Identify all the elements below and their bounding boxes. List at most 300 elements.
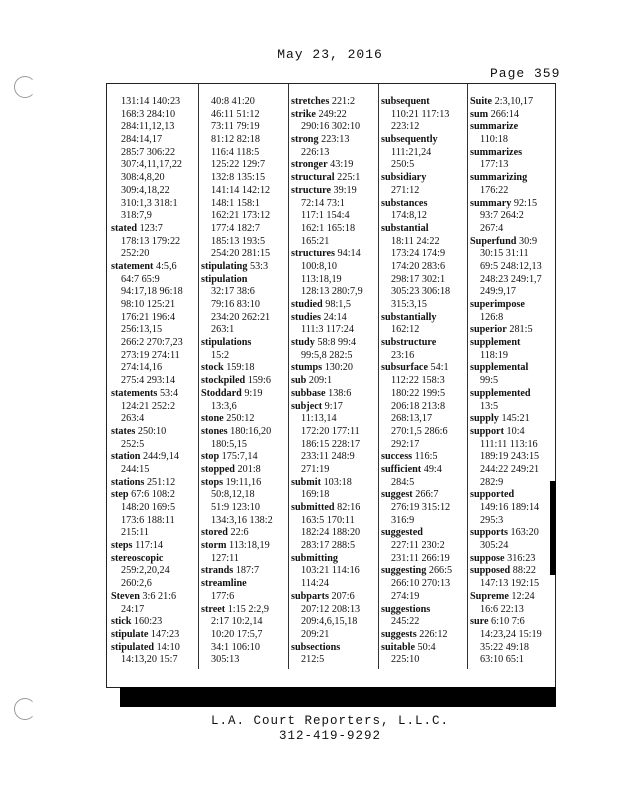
index-continuation: 244:15	[121, 463, 150, 475]
index-term: subsurface	[381, 362, 428, 374]
index-term: sure	[470, 616, 489, 628]
index-column-3	[291, 96, 379, 667]
index-entry	[470, 236, 558, 249]
index-entry	[470, 413, 558, 426]
index-refs: 145:21	[501, 413, 530, 425]
index-continuation: 147:13 192:15	[480, 578, 540, 590]
index-refs: 4:5,6	[155, 260, 177, 272]
index-term: stipulations	[201, 337, 252, 349]
index-continuation: 231:11 266:19	[391, 552, 450, 564]
index-continuation: 271:12	[391, 184, 420, 196]
index-refs: 49:4	[423, 463, 442, 475]
index-term: stones	[201, 425, 228, 437]
index-term: statement	[111, 260, 154, 272]
index-continuation: 79:16 83:10	[211, 299, 260, 310]
index-continuation: 185:13 193:5	[211, 235, 266, 247]
index-term: stored	[201, 527, 228, 539]
index-refs: 3:6 21:6	[142, 590, 177, 602]
index-refs: 266:14	[490, 108, 519, 120]
index-term: suggests	[381, 628, 417, 640]
index-entry	[291, 591, 379, 604]
index-continuation: 23:16	[391, 349, 415, 361]
index-entry	[291, 159, 379, 172]
index-entry	[111, 426, 199, 439]
index-entry	[470, 121, 558, 134]
index-continuation: 99:5,8 282:5	[301, 349, 353, 361]
index-continuation: 250:5	[391, 159, 415, 171]
index-continuation: 274:19	[391, 590, 420, 602]
index-continuation: 116:4 118:5	[211, 146, 260, 158]
index-refs: 82:16	[337, 502, 361, 513]
index-continuation: 209:4,6,15,18	[301, 616, 358, 628]
index-continuation: 226:13	[301, 146, 330, 158]
index-refs: 53:4	[159, 387, 179, 399]
index-term: stretches	[291, 96, 330, 107]
index-entry	[381, 451, 469, 464]
index-continuation: 174:8,12	[391, 210, 427, 222]
index-term: subject	[291, 400, 323, 412]
index-continuation: 13:3,6	[211, 400, 237, 412]
index-refs: 12:24	[511, 590, 535, 602]
index-continuation: 254:20 281:15	[211, 248, 271, 260]
index-entry	[201, 261, 289, 274]
index-refs: 316:23	[507, 552, 536, 564]
index-term: supported	[470, 489, 515, 501]
index-refs: 53:3	[249, 260, 269, 272]
index-continuation: 174:20 283:6	[391, 260, 446, 272]
index-continuation: 32:17 38:6	[211, 286, 255, 298]
index-entry	[201, 274, 289, 287]
index-continuation: 307:4,11,17,22	[121, 159, 183, 171]
index-refs: 209:1	[308, 375, 333, 387]
index-term: stone	[201, 413, 224, 425]
index-refs: 19:11,16	[225, 476, 262, 488]
index-term: supposed	[470, 565, 511, 577]
index-continuation: 169:18	[301, 489, 330, 501]
index-refs: 116:5	[414, 451, 438, 463]
index-entry	[470, 489, 558, 502]
index-refs: 9:19	[244, 387, 263, 399]
index-continuation: 148:20 169:5	[121, 502, 176, 513]
index-term: suggest	[381, 489, 413, 501]
index-refs: 43:19	[330, 159, 354, 171]
index-continuation: 180:5,15	[211, 438, 247, 450]
index-term: studies	[291, 311, 322, 323]
index-entry	[291, 185, 379, 198]
index-continuation: 225:10	[391, 654, 420, 666]
index-continuation: 18:11 24:22	[391, 235, 440, 247]
index-entry	[201, 527, 289, 540]
index-continuation: 244:22 249:21	[480, 463, 540, 475]
index-continuation: 310:1,3 318:1	[121, 197, 178, 209]
index-entry	[381, 527, 469, 540]
index-refs: 98:1,5	[325, 299, 352, 310]
index-refs: 113:18,19	[229, 540, 270, 552]
index-refs: 160:23	[133, 616, 163, 628]
index-term: studied	[291, 299, 323, 310]
index-continuation: 99:5	[480, 375, 499, 387]
index-continuation: 298:17 302:1	[391, 273, 446, 285]
index-term: streamline	[201, 578, 247, 590]
index-continuation: 285:7 306:22	[121, 146, 176, 158]
index-continuation: 111:3 117:24	[301, 324, 354, 336]
index-refs: 22:6	[230, 527, 249, 539]
index-entry	[201, 604, 289, 617]
index-term: stockpiled	[201, 375, 246, 387]
index-entry	[291, 477, 379, 490]
index-continuation: 177:13	[480, 159, 509, 171]
index-term: substructure	[381, 337, 437, 349]
index-entry	[111, 629, 199, 642]
index-term: sub	[291, 375, 307, 387]
index-continuation: 305:24	[480, 540, 509, 552]
index-term: stock	[201, 362, 224, 374]
index-refs: 249:22	[318, 108, 347, 120]
index-term: study	[291, 337, 315, 349]
index-entry	[470, 337, 558, 350]
index-continuation: 189:19 243:15	[480, 451, 540, 463]
index-term: substances	[381, 197, 428, 209]
index-continuation: 215:11	[121, 527, 149, 539]
index-entry	[291, 96, 379, 109]
index-continuation: 274:14,16	[121, 362, 163, 374]
index-term: structures	[291, 248, 335, 260]
index-term: Supreme	[470, 590, 509, 602]
index-term: subsidiary	[381, 172, 427, 184]
index-refs: 226:12	[419, 628, 448, 640]
index-entry	[291, 312, 379, 325]
index-continuation: 177:4 182:7	[211, 222, 260, 234]
index-continuation: 10:20 17:5,7	[211, 628, 263, 640]
index-entry	[381, 464, 469, 477]
index-continuation: 292:17	[391, 438, 420, 450]
index-continuation: 51:9 123:10	[211, 502, 260, 513]
index-continuation: 118:19	[480, 349, 508, 361]
index-continuation: 290:16 302:10	[301, 121, 361, 133]
reporter-company: L.A. Court Reporters, L.L.C.	[210, 714, 450, 728]
index-term: suggestions	[381, 603, 431, 615]
index-continuation: 111:11 113:16	[480, 438, 538, 450]
index-entry	[470, 616, 558, 629]
index-entry	[201, 413, 289, 426]
index-term: states	[111, 425, 136, 437]
index-term: supply	[470, 413, 499, 425]
index-continuation: 113:18,19	[301, 273, 342, 285]
index-continuation: 13:5	[480, 400, 499, 412]
index-term: Stoddard	[201, 387, 242, 399]
index-entry	[381, 134, 469, 147]
index-term: supplemented	[470, 387, 531, 399]
index-term: subparts	[291, 590, 329, 602]
index-term: statements	[111, 387, 158, 399]
index-refs: 123:7	[139, 222, 163, 234]
index-term: suppose	[470, 552, 505, 564]
index-continuation: 24:17	[121, 603, 145, 615]
index-continuation: 162:12	[391, 324, 420, 336]
index-entry	[470, 172, 558, 185]
index-entry	[381, 604, 469, 617]
index-continuation: 176:21 196:4	[121, 311, 176, 323]
index-entry	[381, 629, 469, 642]
index-entry	[111, 477, 199, 490]
index-column-2	[201, 96, 289, 667]
index-entry	[291, 502, 379, 515]
index-refs: 221:2	[331, 96, 356, 107]
index-continuation: 178:13 179:22	[121, 235, 181, 247]
index-term: stipulation	[201, 273, 248, 285]
index-refs: 10:4	[506, 425, 525, 437]
index-entry	[381, 362, 469, 375]
index-continuation: 15:2	[211, 349, 230, 361]
index-continuation: 172:20 177:11	[301, 425, 360, 437]
index-continuation: 234:20 262:21	[211, 311, 271, 323]
index-entry	[111, 223, 199, 236]
index-continuation: 177:6	[211, 590, 235, 602]
index-refs: 250:12	[226, 413, 255, 425]
index-term: supplement	[470, 337, 521, 349]
index-term: structure	[291, 184, 331, 196]
index-continuation: 14:23,24 15:19	[480, 628, 542, 640]
index-entry	[291, 388, 379, 401]
index-term: suitable	[381, 641, 415, 653]
index-continuation: 263:4	[121, 413, 145, 425]
index-refs: 251:12	[146, 476, 176, 488]
index-continuation: 270:1,5 286:6	[391, 425, 448, 437]
index-refs: 130:20	[324, 362, 353, 374]
index-continuation: 63:10 65:1	[480, 654, 524, 666]
index-continuation: 245:22	[391, 616, 420, 628]
index-continuation: 163:5 170:11	[301, 514, 355, 526]
index-refs: 6:10 7:6	[491, 616, 525, 628]
index-continuation: 318:7,9	[121, 210, 152, 222]
index-entry	[470, 527, 558, 540]
index-term: stop	[201, 451, 220, 463]
index-refs: 223:13	[321, 134, 350, 146]
index-refs: 1:15 2:2,9	[227, 603, 270, 615]
index-continuation: 73:11 79:19	[211, 121, 260, 133]
index-continuation: 283:17 288:5	[301, 540, 356, 552]
index-refs: 225:1	[337, 172, 361, 184]
index-refs: 2:3,10,17	[494, 96, 534, 107]
index-continuation: 114:24	[301, 578, 329, 590]
index-column-4	[381, 96, 469, 667]
reporter-phone: 312-419-9292	[278, 729, 381, 743]
index-continuation: 284:5	[391, 476, 415, 488]
index-term: submitted	[291, 502, 335, 513]
index-continuation: 64:7 65:9	[121, 273, 160, 285]
index-entry	[381, 223, 469, 236]
index-term: storm	[201, 540, 227, 552]
index-continuation: 305:13	[211, 654, 240, 666]
index-term: suggested	[381, 527, 423, 539]
index-entry	[201, 540, 289, 553]
index-continuation: 260:2,6	[121, 578, 152, 590]
index-entry	[111, 451, 199, 464]
index-refs: 207:6	[331, 590, 355, 602]
redaction-bar	[120, 687, 556, 707]
index-continuation: 81:12 82:18	[211, 134, 260, 146]
index-continuation: 249:9,17	[480, 286, 516, 298]
index-term: stipulate	[111, 628, 149, 640]
index-continuation: 11:13,14	[301, 413, 337, 425]
index-continuation: 93:7 264:2	[480, 210, 524, 222]
index-continuation: 125:22 129:7	[211, 159, 266, 171]
index-entry	[291, 134, 379, 147]
index-term: submit	[291, 476, 322, 488]
index-term: summarizing	[470, 172, 528, 184]
index-entry	[111, 489, 199, 502]
index-continuation: 227:11 230:2	[391, 540, 445, 552]
index-refs: 39:19	[333, 184, 357, 196]
index-term: structural	[291, 172, 335, 184]
index-entry	[201, 477, 289, 490]
index-refs: 50:4	[417, 641, 436, 653]
index-term: summary	[470, 197, 512, 209]
index-entry	[111, 261, 199, 274]
index-continuation: 256:13,15	[121, 324, 163, 336]
index-continuation: 252:5	[121, 438, 145, 450]
index-continuation: 180:22 199:5	[391, 387, 446, 399]
index-term: sum	[470, 108, 489, 120]
index-continuation: 276:19 315:12	[391, 502, 451, 513]
index-continuation: 165:21	[301, 235, 330, 247]
index-continuation: 209:21	[301, 628, 330, 640]
index-continuation: 284:14,17	[121, 134, 163, 146]
index-continuation: 30:15 31:11	[480, 248, 529, 260]
index-term: stronger	[291, 159, 328, 171]
index-term: summarizes	[470, 146, 523, 158]
index-continuation: 206:18 213:8	[391, 400, 446, 412]
index-term: Steven	[111, 590, 140, 602]
index-term: superior	[470, 324, 507, 336]
index-entry	[381, 172, 469, 185]
index-entry	[470, 96, 558, 109]
index-entry	[470, 147, 558, 160]
index-continuation: 94:17,18 96:18	[121, 286, 183, 298]
index-entry	[201, 426, 289, 439]
index-continuation: 14:13,20 15:7	[121, 654, 178, 666]
index-refs: 88:22	[512, 565, 536, 577]
index-term: stumps	[291, 362, 323, 374]
index-entry	[111, 591, 199, 604]
index-entry	[470, 553, 558, 566]
index-refs: 54:1	[430, 362, 449, 374]
index-continuation: 223:12	[391, 121, 420, 133]
index-continuation: 72:14 73:1	[301, 197, 345, 209]
index-entry	[381, 565, 469, 578]
index-entry	[291, 553, 379, 566]
index-continuation: 16:6 22:13	[480, 603, 524, 615]
index-term: subsections	[291, 641, 341, 653]
index-entry	[111, 388, 199, 401]
index-continuation: 271:19	[301, 463, 330, 475]
index-term: strands	[201, 565, 234, 577]
index-continuation: 117:1 154:4	[301, 210, 350, 222]
word-index-table	[106, 83, 556, 688]
index-continuation: 252:20	[121, 248, 150, 260]
index-refs: 138:6	[328, 387, 352, 399]
index-entry	[201, 578, 289, 591]
index-refs: 266:5	[428, 565, 453, 577]
index-continuation: 295:3	[480, 514, 504, 526]
index-entry	[381, 489, 469, 502]
index-continuation: 124:21 252:2	[121, 400, 176, 412]
index-continuation: 268:13,17	[391, 413, 433, 425]
index-term: stipulating	[201, 260, 248, 272]
index-continuation: 35:22 49:18	[480, 641, 529, 653]
index-entry	[201, 451, 289, 464]
index-refs: 250:10	[137, 425, 167, 437]
index-term: stipulated	[111, 641, 155, 653]
index-continuation: 98:10 125:21	[121, 299, 176, 310]
index-term: strike	[291, 108, 316, 120]
index-entry	[470, 362, 558, 375]
index-continuation: 173:6 188:11	[121, 514, 175, 526]
index-refs: 180:16,20	[230, 425, 272, 437]
index-continuation: 69:5 248:12,13	[480, 260, 542, 272]
index-entry	[201, 337, 289, 350]
index-continuation: 284:11,12,13	[121, 121, 175, 133]
index-term: stops	[201, 476, 224, 488]
index-refs: 266:7	[415, 489, 439, 501]
index-continuation: 50:8,12,18	[211, 489, 255, 501]
index-refs: 30:9	[518, 235, 538, 247]
index-continuation: 173:24 174:9	[391, 248, 446, 260]
index-term: strong	[291, 134, 319, 146]
index-continuation: 309:4,18,22	[121, 184, 170, 196]
index-continuation: 275:4 293:14	[121, 375, 176, 387]
index-entry	[470, 198, 558, 211]
index-refs: 281:5	[509, 324, 533, 336]
index-entry	[201, 388, 289, 401]
transcript-date: May 23, 2016	[277, 47, 383, 62]
index-continuation: 266:2 270:7,23	[121, 337, 183, 349]
index-refs: 201:8	[237, 463, 261, 475]
index-continuation: 316:9	[391, 514, 415, 526]
index-entry	[291, 401, 379, 414]
index-term: Superfund	[470, 235, 517, 247]
index-continuation: 315:3,15	[391, 299, 427, 310]
index-continuation: 134:3,16 138:2	[211, 514, 273, 526]
index-continuation: 2:17 10:2,14	[211, 616, 263, 628]
index-continuation: 259:2,20,24	[121, 565, 170, 577]
index-continuation: 305:23 306:18	[391, 286, 451, 298]
index-entry	[111, 642, 199, 655]
index-entry	[291, 109, 379, 122]
index-entry	[381, 312, 469, 325]
index-entry	[470, 591, 558, 604]
index-column-1	[111, 96, 199, 667]
index-entry	[201, 362, 289, 375]
index-refs: 24:14	[323, 311, 347, 323]
index-continuation: 110:21 117:13	[391, 108, 450, 120]
page-number: Page 359	[490, 66, 561, 81]
index-term: substantially	[381, 311, 437, 323]
index-entry	[291, 299, 379, 312]
index-entry	[291, 362, 379, 375]
index-term: success	[381, 451, 413, 463]
index-refs: 9:17	[324, 400, 343, 412]
index-entry	[381, 337, 469, 350]
index-entry	[381, 96, 469, 109]
index-continuation: 233:11 248:9	[301, 451, 355, 463]
index-entry	[201, 464, 289, 477]
index-term: subsequent	[381, 96, 430, 107]
index-entry	[470, 565, 558, 578]
index-continuation: 149:16 189:14	[480, 502, 540, 513]
index-refs: 92:15	[513, 197, 538, 209]
index-continuation: 162:21 173:12	[211, 210, 271, 222]
